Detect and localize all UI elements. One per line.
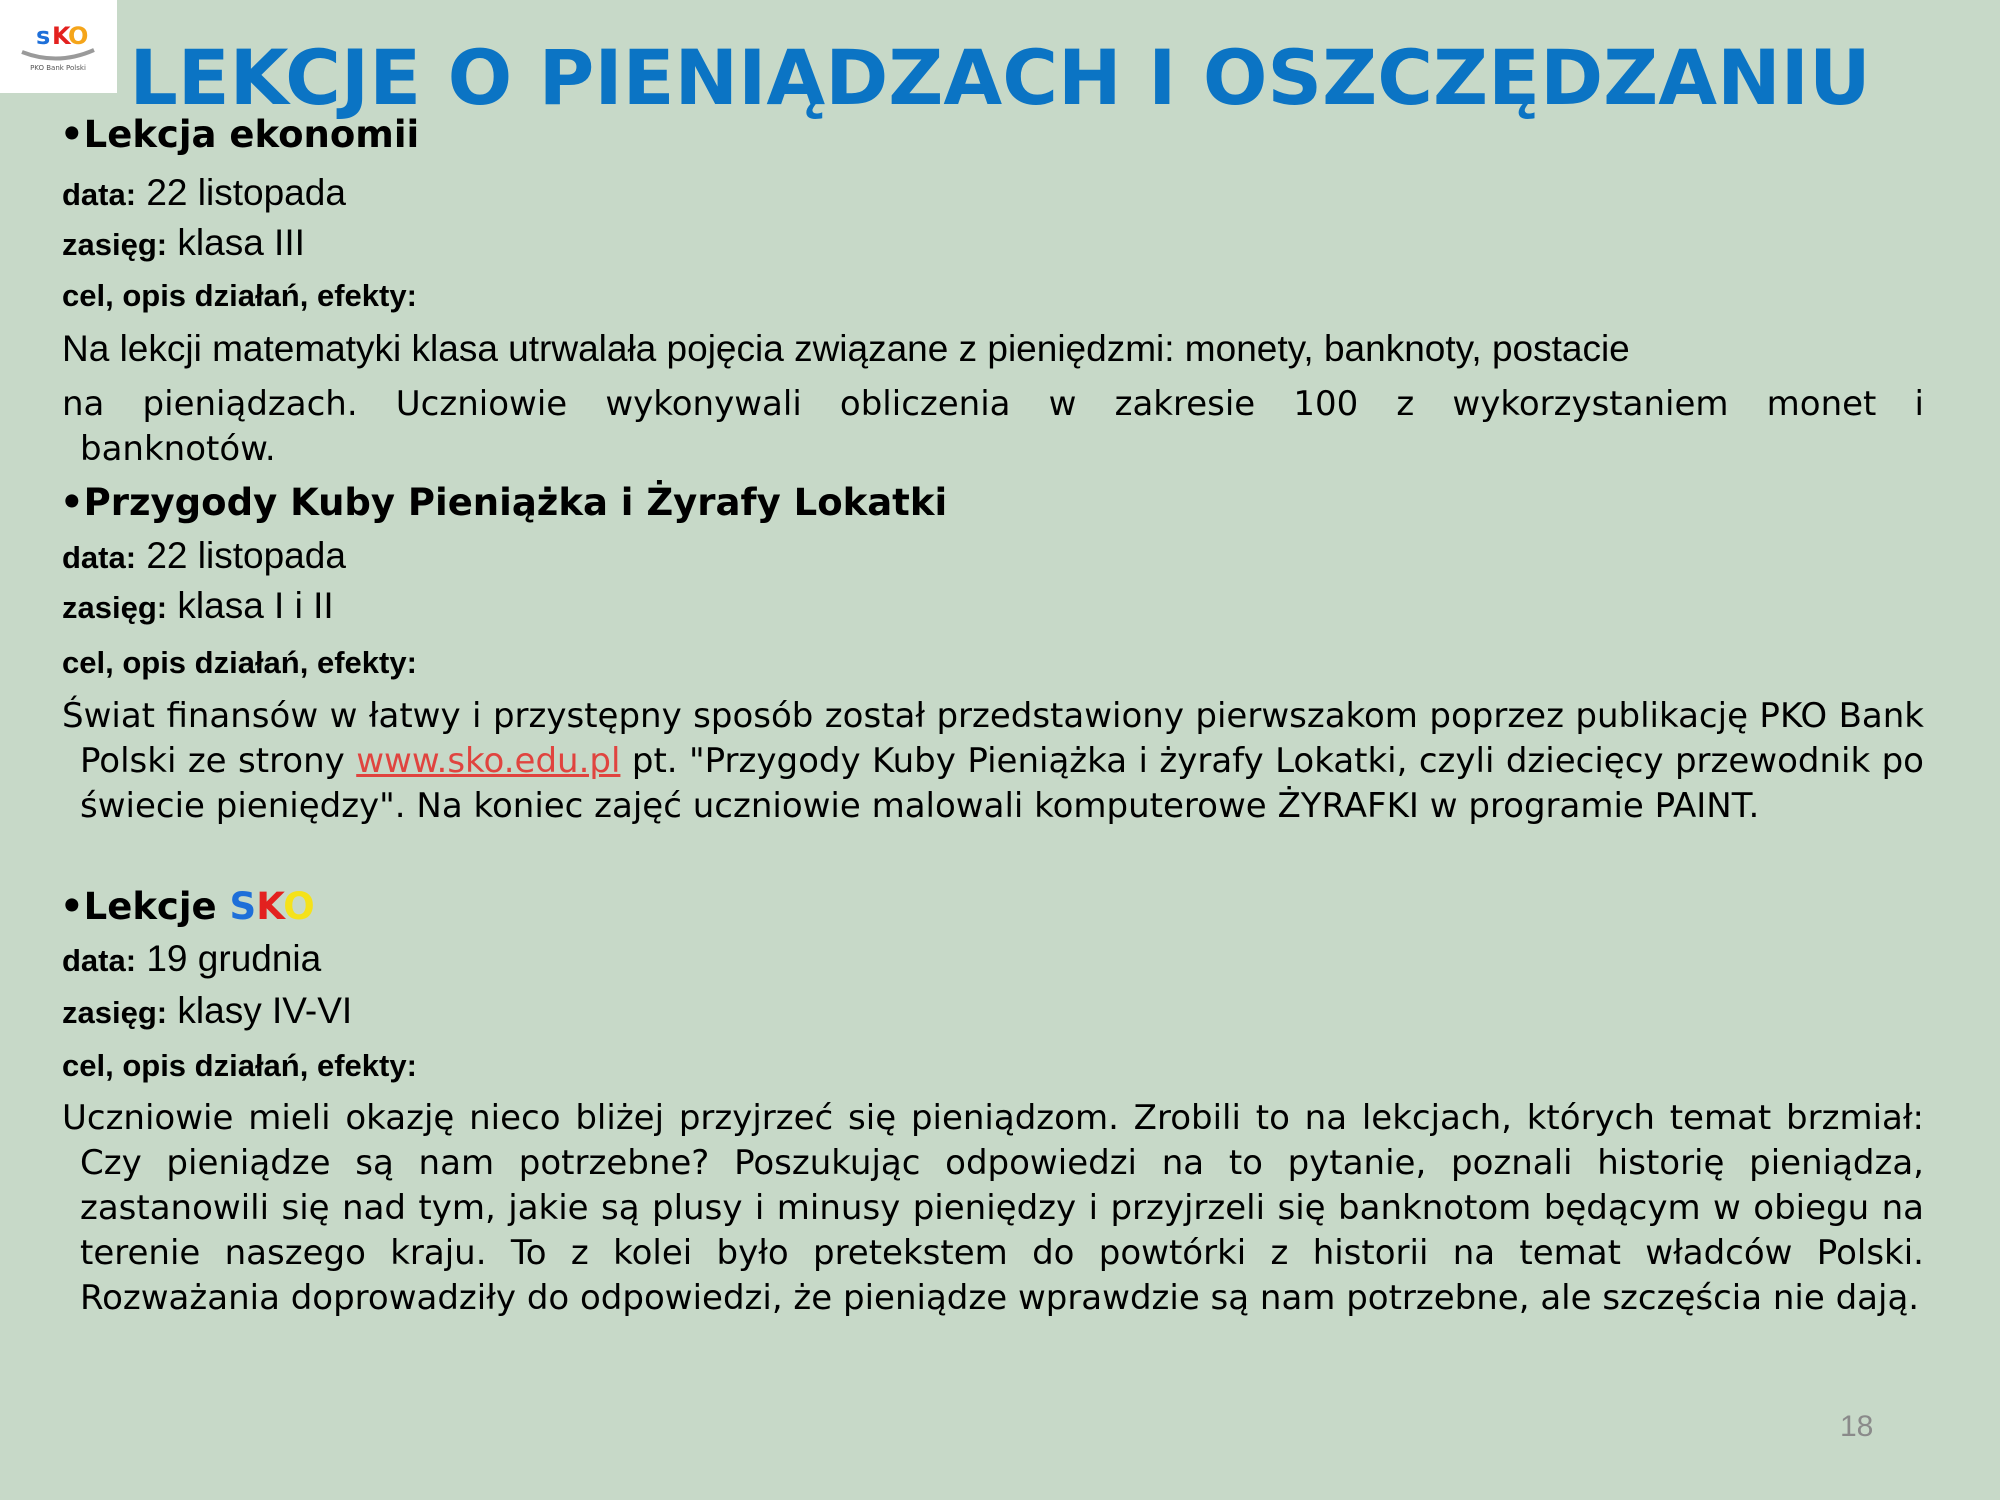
scope-row — [62, 988, 352, 1036]
section-description — [62, 694, 1924, 829]
scope-value: klasy IV-VI — [177, 990, 353, 1031]
heading-text: Lekcje — [83, 885, 217, 928]
heading-text: Lekcja ekonomii — [83, 113, 420, 156]
scope-value: klasa III — [177, 222, 305, 263]
scope-value: klasa I i II — [177, 585, 334, 626]
page-title: LEKCJE O PIENIĄDZACH I OSZCZĘDZANIU — [129, 33, 1871, 122]
section-heading-lekcje-sko — [60, 884, 315, 930]
goal-label: cel, opis działań, efekty: — [62, 278, 417, 313]
description-line: Na lekcji matematyki klasa utrwalała pojęcia związane z pieniędzmi: monety, banknoty, postacie — [62, 328, 1630, 369]
section-heading-przygody-kuby — [60, 480, 947, 526]
description-text: Świat finansów w łatwy i przystępny sposób został przedstawiony pierwszakom poprzez publikację PKO Bank Polski ze strony — [62, 696, 1924, 781]
goal-label: cel, opis działań, efekty: — [62, 1048, 417, 1083]
section-heading-lekcja-ekonomii — [60, 112, 419, 158]
date-row — [62, 533, 346, 581]
svg-text:O: O — [68, 22, 89, 50]
svg-text:K: K — [52, 22, 71, 50]
description-text: pt. "Przygody Kuby Pieniążka i żyrafy Lokatki, czyli dziecięcy przewodnik po świecie pieniędzy". Na koniec zajęć uczniowie malowali komputerowe ŻYRAFKI w programie PAINT. — [80, 741, 1924, 826]
scope-row — [62, 583, 334, 631]
heading-text: Przygody Kuby Pieniążka i Żyrafy Lokatki — [83, 481, 948, 524]
section-description — [62, 382, 1924, 472]
date-value: 22 listopada — [146, 172, 346, 213]
sko-website-link[interactable]: www.sko.edu.pl — [356, 741, 621, 781]
sko-letter-o: O — [283, 885, 315, 928]
scope-label: zasięg: — [62, 590, 168, 625]
date-label: data: — [62, 943, 137, 978]
date-label: data: — [62, 177, 137, 212]
date-value: 19 grudnia — [146, 938, 322, 979]
description-line: na pieniądzach. Uczniowie wykonywali obliczenia w zakresie 100 z wykorzystaniem monet i — [62, 384, 1924, 424]
svg-text:PKO Bank Polski: PKO Bank Polski — [30, 64, 86, 72]
scope-row — [62, 220, 305, 268]
bullet: • — [60, 113, 84, 156]
bullet: • — [60, 481, 84, 524]
date-value: 22 listopada — [146, 535, 346, 576]
svg-text:s: s — [36, 22, 51, 50]
date-row — [62, 936, 321, 984]
page-number: 18 — [1840, 1410, 1874, 1443]
section-description — [62, 326, 1924, 372]
sko-letter-k: K — [256, 885, 284, 928]
section-description: Uczniowie mieli okazję nieco bliżej przyjrzeć się pieniądzom. Zrobili to na lekcjach, których temat brzmiał: Czy pieniądze są nam potrzebne? Poszukując odpowiedzi na to pytanie, poznali historię pieniądza, zastanowili się nad tym, jakie są plusy i minusy pieniędzy i przyjrzeli się banknotom będącym w obiegu na terenie naszego kraju. To z kolei było pretekstem do powtórki z historii na temat władców Polski. Rozważania doprowadziły do odpowiedzi, że pieniądze wprawdzie są nam potrzebne, ale szczęścia nie dają. — [62, 1098, 1924, 1318]
scope-label: zasięg: — [62, 995, 168, 1030]
bullet: • — [60, 885, 84, 928]
date-row — [62, 170, 346, 218]
description-line: banknotów. — [80, 429, 276, 469]
sko-letter-s: S — [229, 885, 257, 928]
goal-label: cel, opis działań, efekty: — [62, 645, 417, 680]
scope-label: zasięg: — [62, 227, 168, 262]
date-label: data: — [62, 540, 137, 575]
